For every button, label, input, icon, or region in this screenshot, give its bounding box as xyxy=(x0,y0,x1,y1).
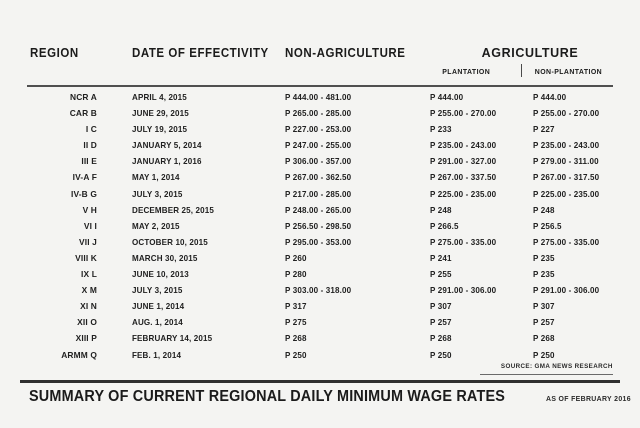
cell-region: I C xyxy=(85,124,97,135)
cell-date: JULY 19, 2015 xyxy=(132,124,188,135)
cell-non-agriculture: P 306.00 - 357.00 xyxy=(285,156,352,167)
table-row xyxy=(0,219,640,235)
cell-non-agriculture: P 280 xyxy=(285,269,307,280)
cell-non-plantation: P 256.5 xyxy=(533,220,562,231)
table-row xyxy=(0,154,640,170)
cell-non-plantation: P 227 xyxy=(533,124,555,135)
page-title-date-note: AS OF FEBRUARY 2016 xyxy=(545,394,631,403)
cell-date: OCTOBER 10, 2015 xyxy=(132,236,208,247)
cell-non-plantation: P 275.00 - 335.00 xyxy=(533,236,600,247)
cell-plantation: P 248 xyxy=(430,204,452,215)
cell-plantation: P 255 xyxy=(430,269,452,280)
cell-plantation: P 268 xyxy=(430,333,452,344)
column-header-date-of-effectivity: DATE OF EFFECTIVITY xyxy=(132,46,269,60)
cell-non-agriculture: P 444.00 - 481.00 xyxy=(285,92,352,102)
cell-plantation: P 257 xyxy=(430,317,452,328)
table-header xyxy=(0,34,640,84)
cell-date: FEBRUARY 14, 2015 xyxy=(132,333,213,344)
cell-non-plantation: P 248 xyxy=(533,204,555,215)
table-body xyxy=(0,90,640,364)
cell-non-plantation: P 444.00 xyxy=(533,92,567,102)
cell-non-plantation: P 279.00 - 311.00 xyxy=(533,156,599,167)
cell-plantation: P 225.00 - 235.00 xyxy=(430,188,497,199)
cell-date: JUNE 29, 2015 xyxy=(132,108,189,119)
cell-date: JUNE 1, 2014 xyxy=(132,301,185,312)
table-row xyxy=(0,122,640,138)
table-row xyxy=(0,348,640,364)
cell-non-plantation: P 225.00 - 235.00 xyxy=(533,188,600,199)
header-rule xyxy=(27,85,613,87)
cell-region: NCR A xyxy=(70,92,97,102)
table-row xyxy=(0,235,640,251)
cell-plantation: P 307 xyxy=(430,301,452,312)
table-row xyxy=(0,315,640,331)
column-header-non-agriculture: NON-AGRICULTURE xyxy=(285,46,406,60)
cell-region: CAR B xyxy=(69,108,97,119)
cell-date: JUNE 10, 2013 xyxy=(132,269,189,280)
table-row xyxy=(0,283,640,299)
footer-title-block xyxy=(29,388,635,406)
cell-region: IV-A F xyxy=(72,172,97,183)
table-row xyxy=(0,331,640,347)
cell-non-agriculture: P 265.00 - 285.00 xyxy=(285,108,352,119)
table-row xyxy=(0,203,640,219)
cell-non-agriculture: P 256.50 - 298.50 xyxy=(285,220,352,231)
cell-region: IX L xyxy=(81,269,97,280)
cell-region: V H xyxy=(82,204,97,215)
cell-non-agriculture: P 247.00 - 255.00 xyxy=(285,140,352,151)
cell-date: JULY 3, 2015 xyxy=(132,285,183,296)
cell-plantation: P 255.00 - 270.00 xyxy=(430,108,497,119)
cell-non-plantation: P 255.00 - 270.00 xyxy=(533,108,600,119)
table-row xyxy=(0,138,640,154)
cell-plantation: P 241 xyxy=(430,252,452,263)
cell-non-plantation: P 250 xyxy=(533,349,555,360)
source-rule xyxy=(480,374,613,375)
title-rule xyxy=(20,380,620,383)
cell-non-plantation: P 267.00 - 317.50 xyxy=(533,172,600,183)
table-row xyxy=(0,90,640,106)
cell-plantation: P 291.00 - 306.00 xyxy=(430,285,497,296)
cell-plantation: P 275.00 - 335.00 xyxy=(430,236,497,247)
cell-region: VIII K xyxy=(75,252,97,263)
column-header-region: REGION xyxy=(30,46,79,60)
cell-region: III E xyxy=(81,156,97,167)
cell-non-plantation: P 307 xyxy=(533,301,555,312)
cell-non-agriculture: P 227.00 - 253.00 xyxy=(285,124,352,135)
cell-region: VII J xyxy=(79,236,97,247)
cell-non-plantation: P 235 xyxy=(533,252,555,263)
cell-date: FEB. 1, 2014 xyxy=(132,349,182,360)
cell-region: XIII P xyxy=(75,333,97,344)
cell-region: IV-B G xyxy=(70,188,97,199)
cell-date: APRIL 4, 2015 xyxy=(132,92,187,102)
table-row xyxy=(0,267,640,283)
cell-non-agriculture: P 268 xyxy=(285,333,307,344)
cell-non-plantation: P 268 xyxy=(533,333,555,344)
cell-plantation: P 444.00 xyxy=(430,92,464,102)
cell-region: XII O xyxy=(77,317,97,328)
cell-plantation: P 250 xyxy=(430,349,452,360)
table-row xyxy=(0,187,640,203)
cell-non-agriculture: P 217.00 - 285.00 xyxy=(285,188,352,199)
cell-region: VI I xyxy=(83,220,97,231)
table-row xyxy=(0,299,640,315)
cell-plantation: P 235.00 - 243.00 xyxy=(430,140,497,151)
cell-region: II D xyxy=(83,140,97,151)
cell-plantation: P 266.5 xyxy=(430,220,459,231)
cell-date: AUG. 1, 2014 xyxy=(132,317,183,328)
cell-date: JULY 3, 2015 xyxy=(132,188,183,199)
table-row xyxy=(0,106,640,122)
cell-non-plantation: P 257 xyxy=(533,317,555,328)
column-subheader-non-plantation: NON-PLANTATION xyxy=(534,67,603,76)
cell-non-agriculture: P 267.00 - 362.50 xyxy=(285,172,352,183)
cell-date: MAY 2, 2015 xyxy=(132,220,180,231)
cell-date: MAY 1, 2014 xyxy=(132,172,180,183)
page-title: SUMMARY OF CURRENT REGIONAL DAILY MINIMUM WAGE RATES xyxy=(29,388,506,405)
cell-date: JANUARY 1, 2016 xyxy=(132,156,202,167)
cell-non-agriculture: P 303.00 - 318.00 xyxy=(285,285,352,296)
source-label: SOURCE: GMA NEWS RESEARCH xyxy=(501,363,613,370)
cell-non-plantation: P 235.00 - 243.00 xyxy=(533,140,600,151)
cell-non-agriculture: P 248.00 - 265.00 xyxy=(285,204,352,215)
cell-non-agriculture: P 275 xyxy=(285,317,307,328)
cell-date: DECEMBER 25, 2015 xyxy=(132,204,214,215)
cell-plantation: P 267.00 - 337.50 xyxy=(430,172,497,183)
table-row xyxy=(0,170,640,186)
cell-plantation: P 291.00 - 327.00 xyxy=(430,156,497,167)
cell-non-agriculture: P 250 xyxy=(285,349,307,360)
cell-non-agriculture: P 295.00 - 353.00 xyxy=(285,236,352,247)
cell-non-plantation: P 235 xyxy=(533,269,555,280)
cell-non-agriculture: P 317 xyxy=(285,301,307,312)
table-row xyxy=(0,251,640,267)
cell-region: XI N xyxy=(80,301,97,312)
column-header-agriculture: AGRICULTURE xyxy=(481,46,579,60)
subheader-divider xyxy=(521,64,522,77)
cell-date: JANUARY 5, 2014 xyxy=(132,140,202,151)
cell-plantation: P 233 xyxy=(430,124,452,135)
column-subheader-plantation: PLANTATION xyxy=(442,67,491,76)
cell-region: X M xyxy=(81,285,97,296)
cell-date: MARCH 30, 2015 xyxy=(132,252,198,263)
cell-region: ARMM Q xyxy=(61,349,97,360)
cell-non-agriculture: P 260 xyxy=(285,252,307,263)
cell-non-plantation: P 291.00 - 306.00 xyxy=(533,285,600,296)
